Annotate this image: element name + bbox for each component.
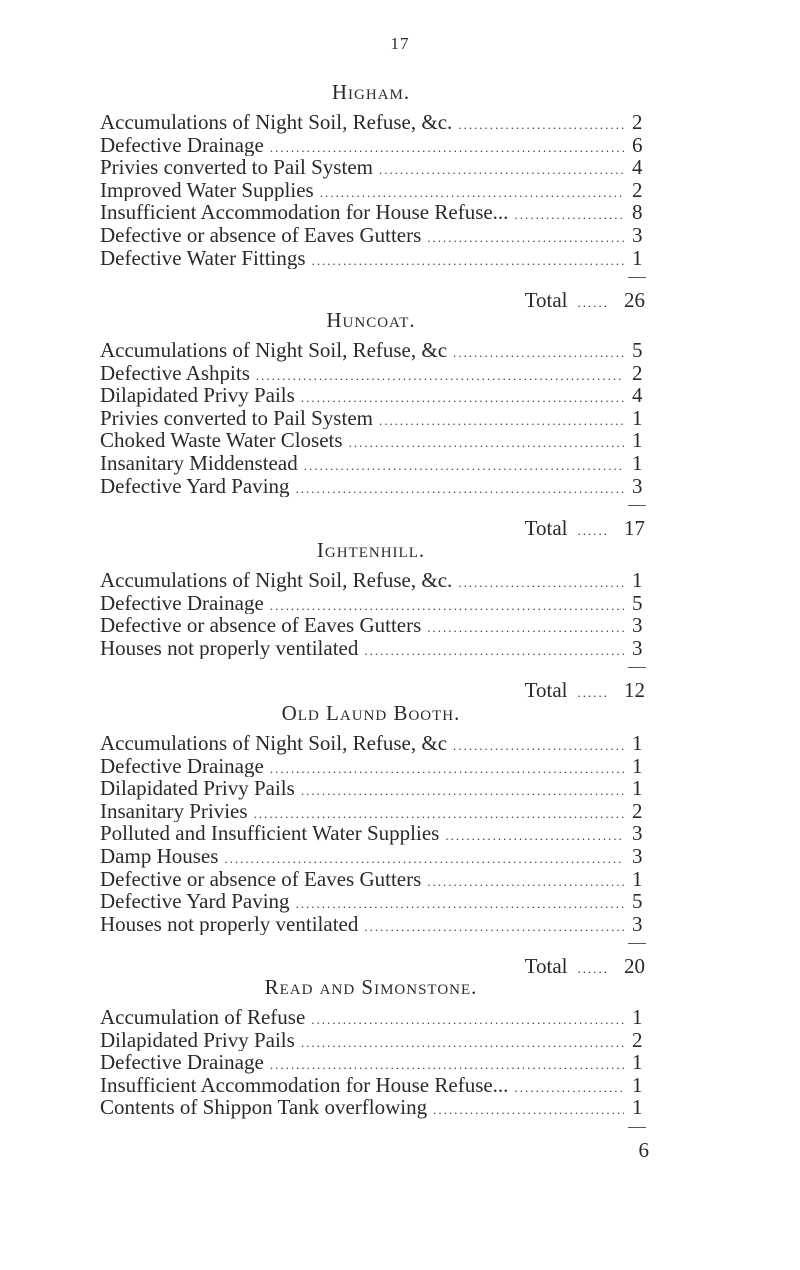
leader-dots <box>270 758 624 778</box>
leader-dots <box>514 204 624 224</box>
item-value: 2 <box>632 799 642 823</box>
list-item <box>100 822 642 845</box>
section-old-laund-booth <box>100 699 645 979</box>
item-value: 3 <box>632 822 642 845</box>
leader-dots <box>379 159 624 179</box>
leader-dots <box>296 478 624 498</box>
item-value: 1 <box>632 451 642 475</box>
leader-dots <box>296 893 624 913</box>
item-label: Accumulations of Night Soil, Refuse, &c <box>100 339 448 362</box>
section-heading: Ightenhill. <box>316 538 426 562</box>
item-value: 2 <box>632 178 642 202</box>
item-label: Accumulation of Refuse <box>100 1006 306 1029</box>
item-value: 5 <box>632 339 642 362</box>
list-item <box>100 913 642 936</box>
leader-dots <box>427 871 624 891</box>
item-value: 3 <box>632 912 642 936</box>
total-label: Total <box>524 288 568 313</box>
total-label: Total <box>524 954 568 979</box>
item-label: Defective Drainage <box>100 754 264 778</box>
list-item <box>100 156 642 179</box>
total-label: Total <box>524 678 568 703</box>
leader-dots <box>427 227 624 247</box>
list-item <box>100 179 642 202</box>
item-label: Accumulations of Night Soil, Refuse, &c. <box>100 569 453 592</box>
item-label: Insufficient Accommodation for House Refuse... <box>100 201 509 224</box>
leader-dots <box>458 114 624 134</box>
list-item <box>100 111 642 134</box>
item-value: 1 <box>632 569 642 592</box>
list-item <box>100 1074 642 1097</box>
leader-dots <box>364 640 624 660</box>
list-item <box>100 800 642 823</box>
item-label: Accumulations of Night Soil, Refuse, &c. <box>100 111 453 134</box>
leader-dots <box>453 342 624 362</box>
item-value: 1 <box>632 1051 642 1074</box>
item-label: Insanitary Middenstead <box>100 451 298 475</box>
total-rule <box>100 1119 642 1137</box>
leader-dots <box>254 803 624 823</box>
item-label: Accumulations of Night Soil, Refuse, &c <box>100 732 448 755</box>
leader-dots <box>301 387 624 407</box>
item-value: 5 <box>632 591 642 615</box>
item-label: Houses not properly ventilated <box>100 636 359 660</box>
leader-dots <box>320 182 624 202</box>
leader-dots <box>270 595 624 615</box>
section-ightenhill <box>100 536 645 703</box>
item-label: Insanitary Privies <box>100 799 248 823</box>
leader-dots <box>312 250 624 270</box>
item-label: Defective Drainage <box>100 591 264 615</box>
leader-dots <box>433 1099 624 1119</box>
item-value: 6 <box>632 133 642 157</box>
leader-dots <box>301 780 624 800</box>
total-rule <box>100 935 642 953</box>
list-item <box>100 429 642 452</box>
leader-dots <box>453 735 624 755</box>
list-item <box>100 592 642 615</box>
list-item <box>100 1051 642 1074</box>
item-value: 3 <box>632 614 642 637</box>
item-value: 1 <box>632 732 642 755</box>
leader-dots <box>301 1032 624 1052</box>
item-label: Houses not properly ventilated <box>100 912 359 936</box>
item-label: Defective Yard Paving <box>100 890 290 913</box>
leader-dots <box>349 432 624 452</box>
page-number: 17 <box>390 34 410 53</box>
list-item <box>100 339 642 362</box>
item-label: Defective or absence of Eaves Gutters <box>100 614 422 637</box>
item-value: 3 <box>632 844 642 868</box>
item-value: 1 <box>632 754 642 778</box>
item-label: Improved Water Supplies <box>100 178 314 202</box>
item-value: 1 <box>632 1073 642 1097</box>
item-label: Defective Yard Paving <box>100 474 290 498</box>
leader-dots <box>256 365 624 385</box>
list-item <box>100 777 642 800</box>
item-label: Defective or absence of Eaves Gutters <box>100 867 422 891</box>
list-item <box>100 1029 642 1052</box>
list-item <box>100 1006 642 1029</box>
leader-dots <box>270 1054 624 1074</box>
item-label: Privies converted to Pail System <box>100 406 373 430</box>
leader-dots <box>364 916 624 936</box>
list-item <box>100 868 642 891</box>
item-label: Dilapidated Privy Pails <box>100 1028 295 1052</box>
list-item <box>100 407 642 430</box>
item-value: 1 <box>632 1096 642 1119</box>
list-item <box>100 134 642 157</box>
leader-dots <box>224 848 624 868</box>
item-label: Defective Water Fittings <box>100 246 306 270</box>
item-label: Defective Drainage <box>100 133 264 157</box>
item-value: 2 <box>632 111 642 134</box>
item-label: Defective or absence of Eaves Gutters <box>100 223 422 247</box>
total-row <box>100 1137 649 1163</box>
list-item <box>100 569 642 592</box>
leader-dots <box>445 825 624 845</box>
item-label: Choked Waste Water Closets <box>100 429 343 452</box>
section-huncoat <box>100 306 645 541</box>
total-value: 6 <box>638 1137 649 1162</box>
list-item <box>100 637 642 660</box>
list-item <box>100 201 642 224</box>
list-item <box>100 452 642 475</box>
item-value: 1 <box>632 867 642 891</box>
item-value: 4 <box>632 156 642 179</box>
total-value: 20 <box>624 954 645 979</box>
leader-dots <box>311 1009 624 1029</box>
item-label: Dilapidated Privy Pails <box>100 777 295 800</box>
item-value: 1 <box>632 246 642 270</box>
list-item <box>100 614 642 637</box>
total-rule <box>100 659 642 677</box>
list-item <box>100 845 642 868</box>
list-item <box>100 732 642 755</box>
item-label: Defective Ashpits <box>100 361 250 385</box>
item-label: Insufficient Accommodation for House Refuse... <box>100 1073 509 1097</box>
item-value: 1 <box>632 1006 642 1029</box>
leader-dots <box>379 410 624 430</box>
list-item <box>100 362 642 385</box>
list-item <box>100 475 642 498</box>
section-read-and-simonstone <box>100 973 649 1163</box>
item-value: 3 <box>632 223 642 247</box>
item-value: 8 <box>632 201 642 224</box>
list-item <box>100 890 642 913</box>
leader-dots <box>304 455 624 475</box>
leader-dots <box>458 572 624 592</box>
item-value: 2 <box>632 361 642 385</box>
item-value: 3 <box>632 636 642 660</box>
leader-dots <box>270 137 624 157</box>
item-value: 1 <box>632 406 642 430</box>
item-label: Polluted and Insufficient Water Supplies <box>100 822 440 845</box>
list-item <box>100 224 642 247</box>
item-label: Damp Houses <box>100 844 219 868</box>
item-value: 1 <box>632 777 642 800</box>
leader-dots <box>514 1077 624 1097</box>
total-value: 12 <box>624 678 645 703</box>
total-rule <box>100 497 642 515</box>
item-label: Contents of Shippon Tank overflowing <box>100 1096 428 1119</box>
section-heading: Old Laund Booth. <box>281 701 461 725</box>
item-value: 1 <box>632 429 642 452</box>
leader-dots <box>427 617 624 637</box>
section-heading: Huncoat. <box>326 308 416 332</box>
item-value: 3 <box>632 474 642 498</box>
list-item <box>100 247 642 270</box>
total-rule <box>100 269 642 287</box>
list-item <box>100 384 642 407</box>
list-item <box>100 1096 642 1119</box>
section-heading: Higham. <box>331 80 411 104</box>
item-value: 4 <box>632 384 642 407</box>
section-higham <box>100 78 645 313</box>
list-item <box>100 755 642 778</box>
item-value: 5 <box>632 890 642 913</box>
section-heading: Read and Simonstone. <box>264 975 478 999</box>
total-label: Total <box>524 516 568 541</box>
total-value: 17 <box>624 516 645 541</box>
item-value: 2 <box>632 1028 642 1052</box>
item-label: Privies converted to Pail System <box>100 156 373 179</box>
item-label: Dilapidated Privy Pails <box>100 384 295 407</box>
item-label: Defective Drainage <box>100 1051 264 1074</box>
total-value: 26 <box>624 288 645 313</box>
